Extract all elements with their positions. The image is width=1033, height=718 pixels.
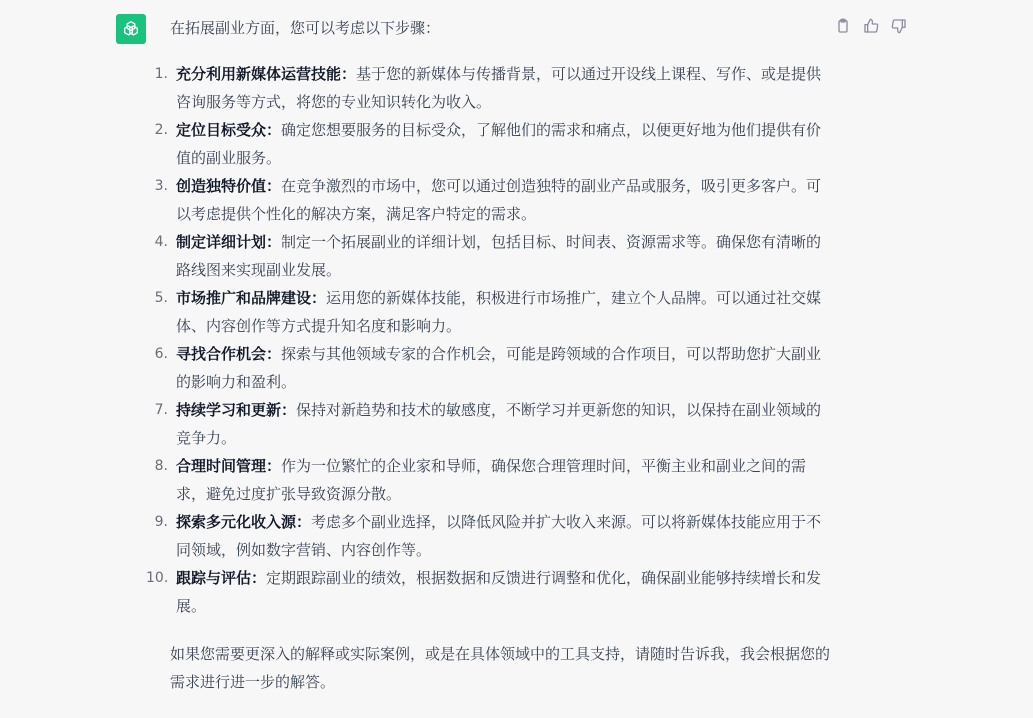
list-item-text: 考虑多个副业选择，以降低风险并扩大收入来源。可以将新媒体技能应用于不同领域，例如数字营销、内容创作等。 [176,513,822,559]
list-item-text: 基于您的新媒体与传播背景，可以通过开设线上课程、写作、或是提供咨询服务等方式，将您的专业知识转化为收入。 [176,65,822,111]
list-item [154,340,830,396]
list-item-title: 合理时间管理： [176,457,282,475]
list-item-text: 保持对新趋势和技术的敏感度，不断学习并更新您的知识，以保持在副业领域的竞争力。 [176,401,822,447]
thumbs-down-icon [891,18,907,34]
clipboard-icon [835,18,851,34]
list-item [154,508,830,564]
message-intro: 在拓展副业方面，您可以考虑以下步骤： [170,19,441,37]
list-item-number: 4. [154,234,168,250]
list-item-text: 运用您的新媒体技能，积极进行市场推广，建立个人品牌。可以通过社交媒体、内容创作等方式提升知名度和影响力。 [176,289,822,335]
list-item [154,396,830,452]
list-item [154,116,830,172]
list-item-title: 持续学习和更新： [176,401,297,419]
list-item-number: 5. [154,290,168,306]
thumbs-up-button[interactable] [862,17,880,35]
thumbs-up-icon [863,18,879,34]
message-outro: 如果您需要更深入的解释或实际案例，或是在具体领域中的工具支持，请随时告诉我，我会根据您的需求进行进一步的解答。 [170,645,831,691]
list-item [154,60,830,116]
openai-logo-icon [121,19,141,39]
list-item-title: 跟踪与评估： [176,569,267,587]
message-actions [834,17,908,35]
list-item-number: 6. [154,346,168,362]
list-item [154,284,830,340]
steps-list [146,60,830,620]
list-item-text: 定期跟踪副业的绩效，根据数据和反馈进行调整和优化，确保副业能够持续增长和发展。 [176,569,822,615]
list-item [154,172,830,228]
list-item-number: 8. [154,458,168,474]
list-item-title: 创造独特价值： [176,177,282,195]
thumbs-down-button[interactable] [890,17,908,35]
list-item-number: 9. [154,514,168,530]
list-item [146,564,830,620]
list-item-text: 探索与其他领域专家的合作机会，可能是跨领域的合作项目，可以帮助您扩大副业的影响力和盈利。 [176,345,822,391]
assistant-message [146,14,831,696]
list-item-number: 10. [146,570,169,586]
list-item-text: 在竞争激烈的市场中，您可以通过创造独特的副业产品或服务，吸引更多客户。可以考虑提供个性化的解决方案，满足客户特定的需求。 [176,177,822,223]
list-item-text: 作为一位繁忙的企业家和导师，确保您合理管理时间，平衡主业和副业之间的需求，避免过度扩张导致资源分散。 [176,457,807,503]
list-item-title: 定位目标受众： [176,121,282,139]
copy-button[interactable] [834,17,852,35]
list-item-title: 充分利用新媒体运营技能： [176,65,357,83]
list-item [154,452,830,508]
list-item-number: 1. [154,66,168,82]
list-item [154,228,830,284]
list-item-text: 制定一个拓展副业的详细计划，包括目标、时间表、资源需求等。确保您有清晰的路线图来实现副业发展。 [176,233,822,279]
list-item-title: 探索多元化收入源： [176,513,312,531]
list-item-number: 7. [154,402,168,418]
list-item-text: 确定您想要服务的目标受众，了解他们的需求和痛点，以便更好地为他们提供有价值的副业服务。 [176,121,822,167]
list-item-title: 制定详细计划： [176,233,282,251]
list-item-number: 2. [154,122,168,138]
list-item-title: 寻找合作机会： [176,345,282,363]
list-item-title: 市场推广和品牌建设： [176,289,327,307]
list-item-number: 3. [154,178,168,194]
assistant-avatar [116,14,146,44]
